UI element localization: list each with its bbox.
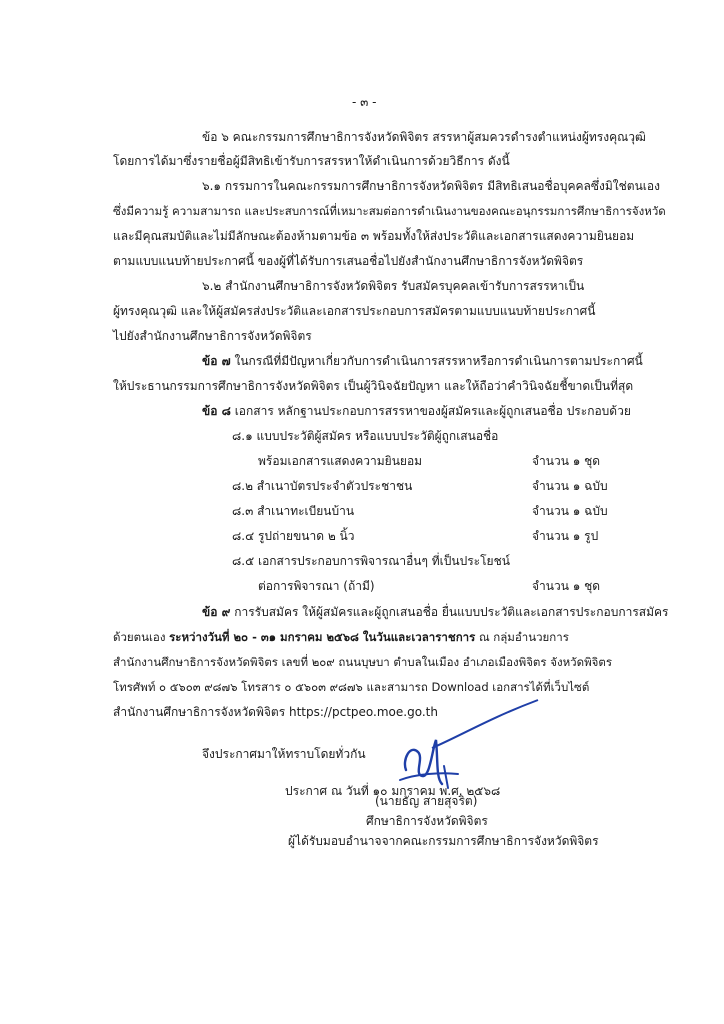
clause-6-2-line-1: ๖.๒ สำนักงานศึกษาธิการจังหวัดพิจิตร รับสมัครบุคคลเข้ารับการสรรหาเป็น — [202, 279, 585, 293]
page-number: - ๓ - — [352, 95, 377, 109]
clause-9-line-2c: ณ กลุ่มอำนวยการ — [478, 630, 569, 644]
clause-9-line-4: โทรศัพท์ ๐ ๕๖๐๓ ๙๘๗๖ โทรสาร ๐ ๕๖๐๓ ๙๘๗๖ และสามารถ Download เอกสารได้ที่เว็บไซต์ — [113, 680, 590, 694]
clause-8-label: ข้อ ๘ — [202, 404, 231, 418]
clause-6-line-2: โดยการได้มาซึ่งรายชื่อผู้มีสิทธิเข้ารับการสรรหาให้ดำเนินการด้วยวิธีการ ดังนี้ — [113, 154, 510, 168]
doc-item-1-qty: จำนวน ๑ ชุด — [532, 454, 601, 468]
clause-9-line-5: สำนักงานศึกษาธิการจังหวัดพิจิตร https://pctpeo.moe.go.th — [113, 705, 438, 719]
doc-item-4-qty: จำนวน ๑ รูป — [532, 529, 599, 543]
clause-7-line-2: ให้ประธานกรรมการศึกษาธิการจังหวัดพิจิตร เป็นผู้วินิจฉัยปัญหา และให้ถือว่าคำวินิจฉัยชี้ขาดเป็นที่สุด — [113, 379, 634, 393]
clause-9-line-1 — [202, 603, 668, 621]
clause-6-line-1: ข้อ ๖ คณะกรรมการศึกษาธิการจังหวัดพิจิตร สรรหาผู้สมควรดำรงตำแหน่งผู้ทรงคุณวุฒิ — [202, 130, 646, 144]
announce-date: ประกาศ ณ วันที่ ๑๐ มกราคม พ.ศ. ๒๕๖๘ — [285, 784, 501, 798]
doc-item-2-qty: จำนวน ๑ ฉบับ — [532, 479, 608, 493]
doc-item-4: ๘.๔ รูปถ่ายขนาด ๒ นิ้ว — [232, 529, 355, 543]
clause-9-line-2a: ด้วยตนเอง — [113, 630, 166, 644]
clause-7-text: ในกรณีที่มีปัญหาเกี่ยวกับการดำเนินการสรรหาหรือการดำเนินการตามประกาศนี้ — [234, 354, 643, 368]
signer-delegation: ผู้ได้รับมอบอำนาจจากคณะกรรมการศึกษาธิการจังหวัดพิจิตร — [288, 834, 599, 848]
clause-9-label: ข้อ ๙ — [202, 605, 231, 619]
clause-6-1-line-4: ตามแบบแนบท้ายประกาศนี้ ของผู้ที่ได้รับการเสนอชื่อไปยังสำนักงานศึกษาธิการจังหวัดพิจิตร — [113, 254, 584, 268]
doc-item-5-qty: จำนวน ๑ ชุด — [532, 579, 601, 593]
doc-item-3-qty: จำนวน ๑ ฉบับ — [532, 504, 608, 518]
clause-6-1-line-3: และมีคุณสมบัติและไม่มีลักษณะต้องห้ามตามข้อ ๓ พร้อมทั้งให้ส่งประวัติและเอกสารแสดงความยินยอม — [113, 229, 635, 243]
closing-statement: จึงประกาศมาให้ทราบโดยทั่วกัน — [202, 747, 366, 761]
doc-item-1: ๘.๑ แบบประวัติผู้สมัคร หรือแบบประวัติผู้ถูกเสนอชื่อ — [232, 429, 499, 443]
doc-item-2: ๘.๒ สำเนาบัตรประจำตัวประชาชน — [232, 479, 413, 493]
clause-7-line-1 — [202, 352, 643, 370]
clause-6-1-line-2: ซึ่งมีความรู้ ความสามารถ และประสบการณ์ที่เหมาะสมต่อการดำเนินงานของคณะอนุกรรมการศึกษาธิการจังหวัด — [113, 204, 666, 218]
application-period: ระหว่างวันที่ ๒๐ - ๓๑ มกราคม ๒๕๖๘ ในวันและเวลาราชการ — [169, 630, 476, 644]
doc-item-3: ๘.๓ สำเนาทะเบียนบ้าน — [232, 504, 355, 518]
clause-6-2-line-3: ไปยังสำนักงานศึกษาธิการจังหวัดพิจิตร — [113, 329, 312, 343]
doc-item-5-cont: ต่อการพิจารณา (ถ้ามี) — [258, 579, 375, 593]
clause-6-1-line-1: ๖.๑ กรรมการในคณะกรรมการศึกษาธิการจังหวัดพิจิตร มีสิทธิเสนอชื่อบุคคลซึ่งมิใช่ตนเอง — [202, 179, 660, 193]
clause-7-label: ข้อ ๗ — [202, 354, 231, 368]
signature-icon — [396, 730, 466, 792]
clause-9-line-3: สำนักงานศึกษาธิการจังหวัดพิจิตร เลขที่ ๒๐๙ ถนนบุษบา ตำบลในเมือง อำเภอเมืองพิจิตร จังหวัดพิจิตร — [113, 655, 613, 669]
signer-name: (นายธัญ สายสุจริต) — [375, 794, 478, 808]
clause-8-text: เอกสาร หลักฐานประกอบการสรรหาของผู้สมัครและผู้ถูกเสนอชื่อ ประกอบด้วย — [234, 404, 631, 418]
clause-6-2-line-2: ผู้ทรงคุณวุฒิ และให้ผู้สมัครส่งประวัติและเอกสารประกอบการสมัครตามแบบแนบท้ายประกาศนี้ — [113, 304, 596, 318]
clause-9-text: การรับสมัคร ให้ผู้สมัครและผู้ถูกเสนอชื่อ ยื่นแบบประวัติและเอกสารประกอบการสมัคร — [234, 605, 669, 619]
clause-8-line-1 — [202, 402, 631, 420]
clause-9-line-2 — [113, 628, 569, 646]
signer-position: ศึกษาธิการจังหวัดพิจิตร — [366, 814, 488, 828]
doc-item-5: ๘.๕ เอกสารประกอบการพิจารณาอื่นๆ ที่เป็นประโยชน์ — [232, 554, 510, 568]
doc-item-1-cont: พร้อมเอกสารแสดงความยินยอม — [258, 454, 423, 468]
